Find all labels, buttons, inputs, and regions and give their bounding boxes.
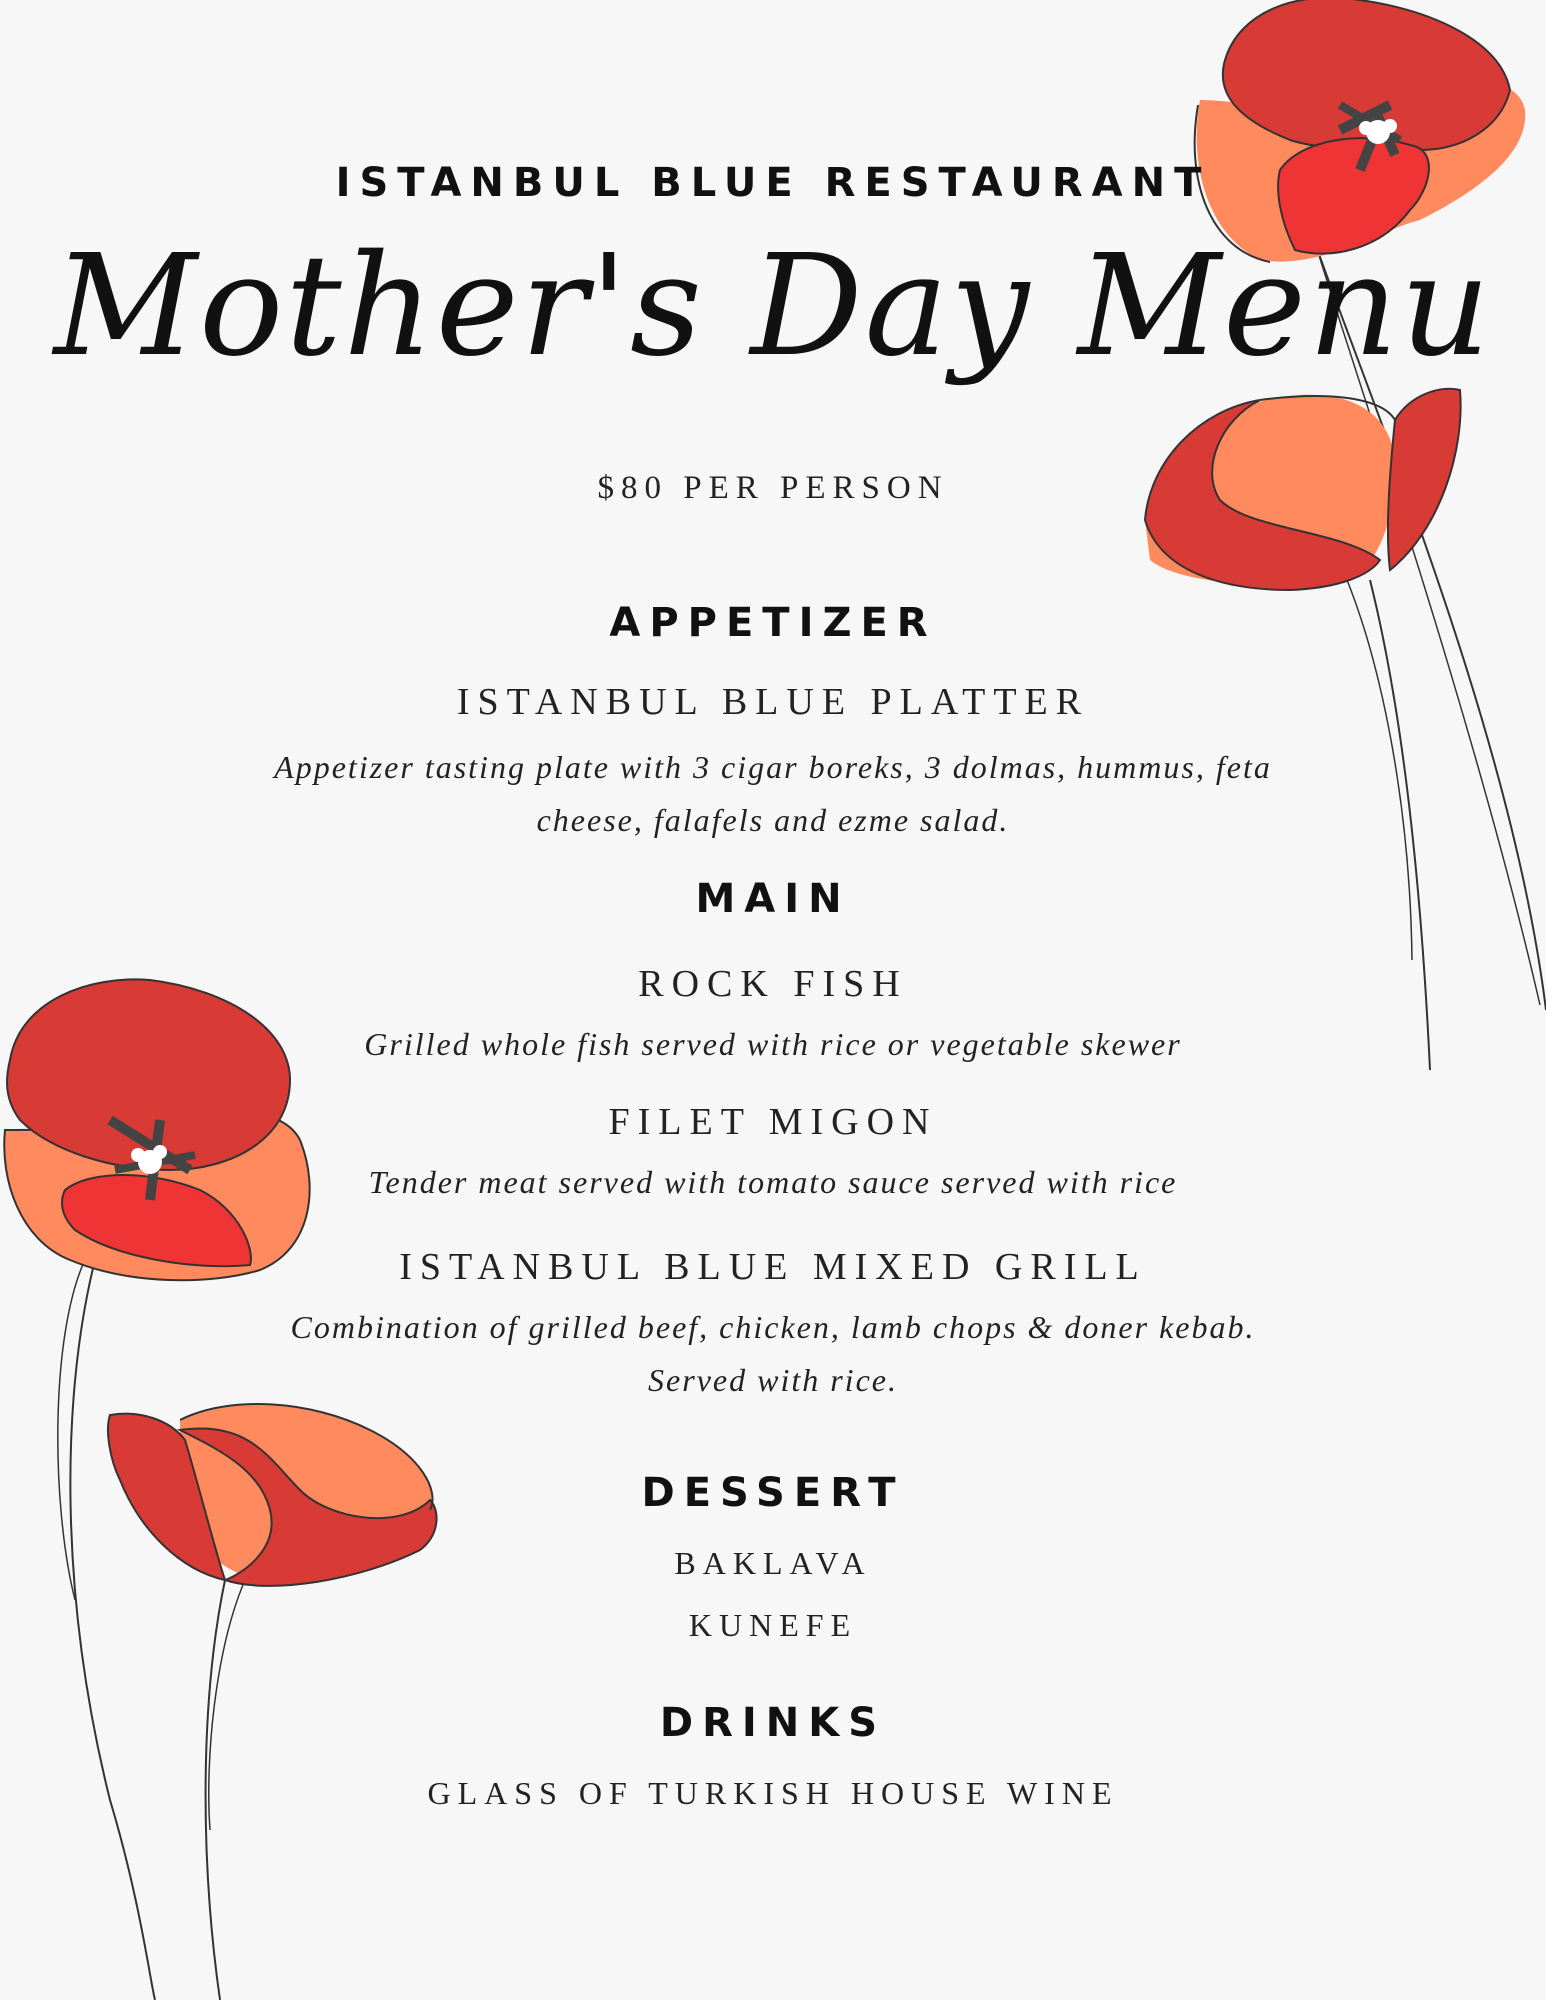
dessert-item-kunefe: KUNEFE — [688, 1607, 858, 1643]
dish-name-istanbul-blue-platter: ISTANBUL BLUE PLATTER — [456, 681, 1090, 723]
dish-name-rock-fish: ROCK FISH — [638, 963, 908, 1005]
restaurant-name: ISTANBUL BLUE RESTAURANT — [335, 160, 1211, 206]
drink-item-house-wine: GLASS OF TURKISH HOUSE WINE — [427, 1775, 1119, 1811]
dish-description: Grilled whole fish served with rice or vegetable skewer — [364, 1026, 1182, 1062]
dish-description-line: cheese, falafels and ezme salad. — [536, 802, 1010, 838]
dish-description-line: Appetizer tasting plate with 3 cigar boreks, 3 dolmas, hummus, feta — [274, 749, 1272, 785]
section-heading-main: MAIN — [695, 876, 851, 922]
dish-name-filet-migon: FILET MIGON — [608, 1101, 938, 1143]
dish-description-line: Combination of grilled beef, chicken, lamb chops & doner kebab. — [290, 1309, 1256, 1345]
section-heading-dessert: DESSERT — [641, 1470, 905, 1516]
dessert-item-baklava: BAKLAVA — [674, 1545, 872, 1581]
menu-title: Mother's Day Menu — [53, 225, 1493, 388]
dish-name-mixed-grill: ISTANBUL BLUE MIXED GRILL — [399, 1246, 1147, 1288]
section-heading-drinks: DRINKS — [659, 1700, 887, 1746]
price-per-person: $80 PER PERSON — [597, 470, 949, 506]
section-heading-appetizer: APPETIZER — [609, 600, 937, 646]
dish-description: Tender meat served with tomato sauce served with rice — [368, 1164, 1178, 1200]
dish-description-line: Served with rice. — [648, 1362, 898, 1398]
